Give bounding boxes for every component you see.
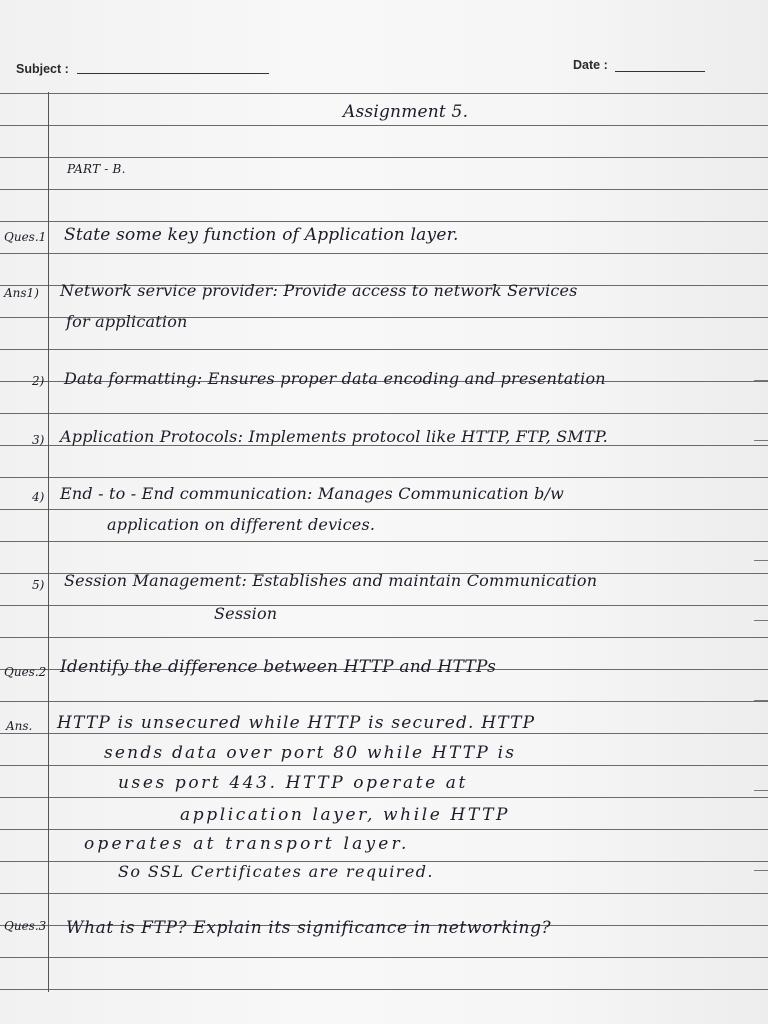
answer-line: sends data over port 80 while HTTP is — [104, 743, 517, 763]
ruled-line — [0, 413, 768, 414]
ruled-line — [0, 189, 768, 190]
item-number: 4) — [32, 490, 45, 504]
question-label: Ques.1 — [4, 230, 47, 244]
answer-line: HTTP is unsecured while HTTP is secured. HTTP — [57, 713, 536, 733]
edge-tick — [754, 700, 768, 701]
question-text: Identify the difference between HTTP and HTTPs — [60, 657, 497, 677]
answer-line: Application Protocols: Implements protocol like HTTP, FTP, SMTP. — [60, 427, 608, 446]
question-label: Ques.3 — [4, 919, 47, 933]
item-number: 3) — [32, 433, 45, 447]
ruled-line — [0, 253, 768, 254]
edge-tick — [754, 380, 768, 381]
answer-line: for application — [66, 312, 188, 331]
ruled-line — [0, 701, 768, 702]
answer-line: application layer, while HTTP — [180, 805, 511, 825]
ruled-line — [0, 541, 768, 542]
part-heading: PART - B. — [67, 162, 126, 176]
item-number: 2) — [32, 374, 45, 388]
ruled-line — [0, 893, 768, 894]
question-label: Ques.2 — [4, 665, 47, 679]
answer-line: application on different devices. — [107, 515, 376, 534]
edge-tick — [754, 620, 768, 621]
edge-tick — [754, 560, 768, 561]
ruled-line — [0, 221, 768, 222]
answer-line: Data formatting: Ensures proper data encoding and presentation — [64, 369, 606, 388]
edge-tick — [754, 790, 768, 791]
question-text: State some key function of Application layer. — [64, 225, 459, 245]
ruled-line — [0, 605, 768, 606]
margin-line — [48, 92, 49, 992]
ruled-line — [0, 989, 768, 990]
ruled-line — [0, 157, 768, 158]
edge-tick — [754, 440, 768, 441]
answer-line: uses port 443. HTTP operate at — [118, 773, 468, 793]
assignment-title: Assignment 5. — [343, 102, 469, 122]
answer-line: operates at transport layer. — [84, 834, 410, 854]
ruled-line — [0, 93, 768, 94]
subject-line — [77, 73, 269, 74]
ruled-line — [0, 125, 768, 126]
answer-line: Session — [214, 604, 278, 623]
answer-line: Session Management: Establishes and maintain Communication — [64, 571, 598, 590]
date-label: Date : — [573, 58, 608, 72]
date-line — [615, 71, 705, 72]
question-text: What is FTP? Explain its significance in networking? — [66, 918, 552, 938]
answer-line: So SSL Certificates are required. — [118, 862, 434, 881]
ruled-line — [0, 797, 768, 798]
answer-line: Network service provider: Provide access to network Services — [60, 281, 578, 300]
edge-tick — [754, 870, 768, 871]
answer-line: End - to - End communication: Manages Communication b/w — [60, 484, 564, 503]
answer-label: Ans1) — [4, 286, 39, 300]
ruled-line — [0, 733, 768, 734]
ruled-line — [0, 957, 768, 958]
ruled-line — [0, 765, 768, 766]
item-number: 5) — [32, 578, 45, 592]
ruled-line — [0, 349, 768, 350]
answer-label: Ans. — [6, 719, 33, 733]
ruled-line — [0, 637, 768, 638]
ruled-line — [0, 509, 768, 510]
subject-label: Subject : — [16, 62, 69, 76]
ruled-line — [0, 477, 768, 478]
ruled-line — [0, 829, 768, 830]
